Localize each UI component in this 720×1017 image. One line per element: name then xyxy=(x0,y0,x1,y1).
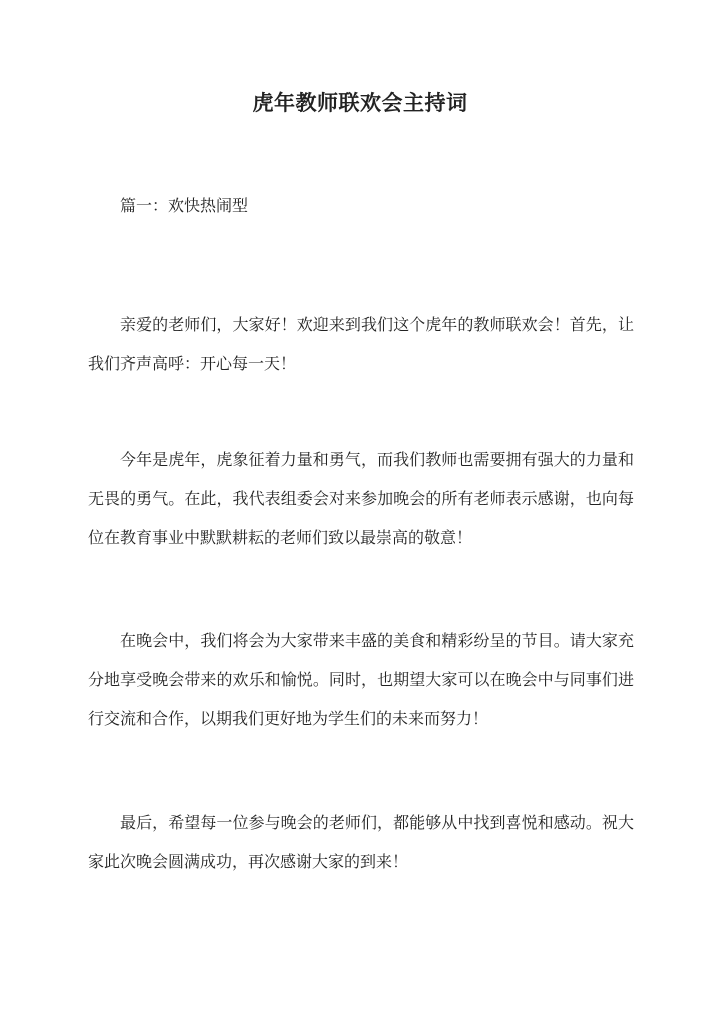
paragraph-program: 在晚会中，我们将会为大家带来丰盛的美食和精彩纷呈的节目。请大家充分地享受晚会带来的欢乐和愉悦。同时，也期望大家可以在晚会中与同事们进行交流和合作，以期我们更好地为学生们的未来而努力！ xyxy=(88,631,634,728)
paragraph-opening: 亲爱的老师们，大家好！欢迎来到我们这个虎年的教师联欢会！首先，让我们齐声高呼：开心每一天！ xyxy=(88,315,634,373)
paragraph-closing: 最后，希望每一位参与晚会的老师们，都能够从中找到喜悦和感动。祝大家此次晚会圆满成功，再次感谢大家的到来！ xyxy=(88,813,634,871)
paragraph-tiger-year: 今年是虎年，虎象征着力量和勇气，而我们教师也需要拥有强大的力量和无畏的勇气。在此，我代表组委会对来参加晚会的所有老师表示感谢，也向每位在教育事业中默默耕耘的老师们致以最崇高的敬意！ xyxy=(88,450,634,547)
section-label: 篇一：欢快热闹型 xyxy=(120,196,249,215)
document-title: 虎年教师联欢会主持词 xyxy=(252,90,468,115)
